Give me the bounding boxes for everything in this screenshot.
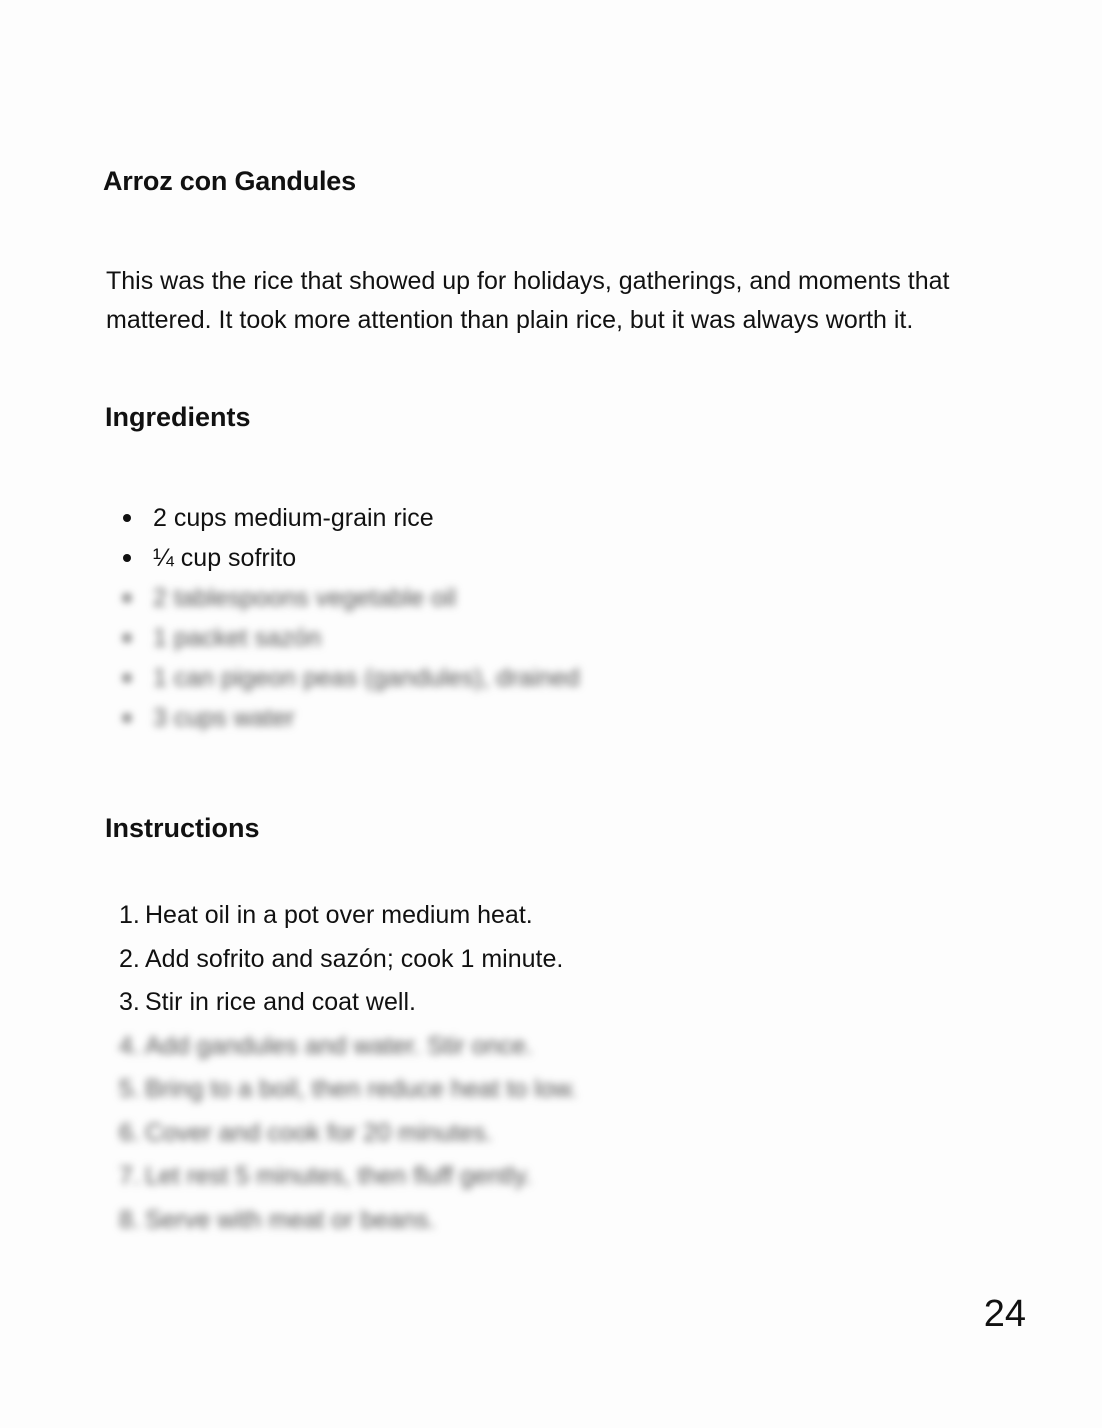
ingredient-text: 2 tablespoons vegetable oil [153, 584, 457, 612]
step-number: 5. [119, 1075, 140, 1103]
step-number: 3. [119, 988, 140, 1016]
step-number: 1. [119, 901, 140, 929]
step-number: 6. [119, 1118, 140, 1147]
bullet-icon [123, 514, 131, 522]
ingredient-text: 1 can pigeon peas (gandules), drained [153, 664, 580, 692]
instruction-step [119, 939, 819, 983]
step-number: 8. [119, 1205, 140, 1234]
bullet-icon [123, 674, 131, 682]
bullet-icon [123, 714, 131, 722]
bullet-icon [123, 594, 131, 602]
ingredient-item [120, 498, 720, 538]
ingredients-list [120, 498, 720, 738]
bullet-icon [123, 554, 131, 562]
page-number: 24 [983, 1293, 1026, 1335]
step-text: Cover and cook for 20 minutes. [145, 1118, 493, 1147]
instruction-step [119, 895, 819, 939]
ingredient-item [120, 538, 720, 578]
step-text: Serve with meat or beans. [145, 1205, 436, 1234]
recipe-title: Arroz con Gandules [103, 166, 356, 196]
step-number: 7. [119, 1162, 140, 1190]
step-text: Heat oil in a pot over medium heat. [145, 901, 533, 929]
ingredients-heading: Ingredients [105, 402, 251, 432]
ingredient-text: ¼ cup sofrito [153, 544, 297, 572]
ingredient-item-blurred [120, 618, 720, 658]
instruction-step-blurred [119, 1200, 819, 1244]
ingredient-text: 2 cups medium-grain rice [153, 504, 434, 532]
step-text: Let rest 5 minutes, then fluff gently. [145, 1162, 532, 1190]
instruction-step-blurred [119, 1026, 819, 1070]
step-number: 2. [119, 944, 140, 973]
step-text: Bring to a boil, then reduce heat to low. [145, 1075, 578, 1103]
recipe-intro: This was the rice that showed up for holidays, gatherings, and moments that mattered. It took more attention than plain rice, but it was always worth it. [106, 267, 950, 334]
instructions-list [119, 895, 819, 1243]
ingredient-item-blurred [120, 578, 720, 618]
step-text: Add gandules and water. Stir once. [145, 1031, 533, 1060]
ingredient-item-blurred [120, 698, 720, 738]
ingredient-item-blurred [120, 658, 720, 698]
ingredient-text: 3 cups water [153, 704, 295, 732]
instruction-step-blurred [119, 1156, 819, 1200]
instruction-step [119, 982, 819, 1026]
step-number: 4. [119, 1031, 140, 1060]
instruction-step-blurred [119, 1113, 819, 1157]
ingredient-text: 1 packet sazón [153, 624, 322, 652]
instruction-step-blurred [119, 1069, 819, 1113]
step-text: Add sofrito and sazón; cook 1 minute. [145, 944, 564, 973]
instructions-heading: Instructions [105, 813, 260, 843]
bullet-icon [123, 634, 131, 642]
step-text: Stir in rice and coat well. [145, 988, 416, 1016]
